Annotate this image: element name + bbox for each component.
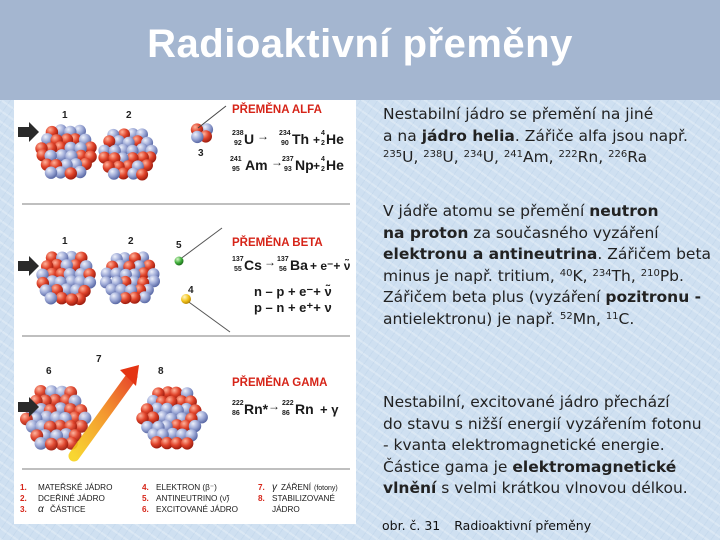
slide-title: Radioaktivní přeměny	[147, 22, 573, 66]
legend-item-4	[142, 483, 217, 492]
heading-beta: PŘEMĚNA BETA	[232, 237, 323, 249]
svg-text:4: 4	[321, 156, 325, 163]
svg-text:86: 86	[232, 410, 240, 417]
svg-text:3.: 3.	[20, 505, 27, 514]
equation-alpha-2	[230, 155, 344, 173]
neutron	[110, 292, 122, 304]
legend-item-5	[142, 494, 230, 503]
text-beta-line1: V jádře atomu se přemění neutron	[383, 202, 659, 220]
svg-text:93: 93	[284, 166, 292, 173]
nucleus-mother-alpha	[35, 124, 97, 179]
figure-caption	[382, 518, 591, 533]
nucleus-stable-gama	[136, 386, 208, 449]
nucleus-mother-beta	[36, 251, 96, 306]
svg-text:ČÁSTICE: ČÁSTICE	[50, 505, 86, 514]
svg-text:STABILIZOVANÉ: STABILIZOVANÉ	[272, 494, 335, 503]
svg-text:γ: γ	[272, 482, 277, 493]
svg-text:MATEŘSKÉ JÁDRO: MATEŘSKÉ JÁDRO	[38, 483, 113, 492]
svg-text:+: +	[313, 159, 321, 173]
label-2: 2	[126, 110, 132, 121]
svg-text:95: 95	[232, 166, 240, 173]
svg-text:Rn: Rn	[295, 401, 314, 417]
svg-text:ELEKTRON (β⁻): ELEKTRON (β⁻)	[156, 483, 217, 492]
text-alpha	[383, 104, 688, 169]
equation-beta-2: n – p + e⁻+ ν̃	[254, 284, 332, 299]
antineutrino-particle	[175, 257, 184, 266]
arrow-beta	[18, 256, 39, 276]
label-3: 3	[198, 148, 204, 159]
svg-text:→: →	[271, 155, 283, 169]
svg-text:90: 90	[281, 140, 289, 147]
text-gama-line3: - kvanta elektromagnetické energie.	[383, 436, 665, 454]
svg-text:+: +	[313, 133, 321, 147]
text-gama-line4: Částice gama je elektromagnetické	[383, 457, 677, 476]
svg-text:DCEŘINÉ JÁDRO: DCEŘINÉ JÁDRO	[38, 494, 105, 503]
text-beta	[383, 201, 711, 330]
caption-ref: obr. č. 31	[382, 518, 441, 533]
svg-text:→: →	[268, 399, 280, 413]
neutron	[45, 292, 57, 304]
svg-text:241: 241	[230, 156, 242, 163]
svg-text:2.: 2.	[20, 494, 27, 503]
svg-text:He: He	[326, 157, 344, 173]
equation-alpha-1	[232, 129, 344, 147]
text-gama-line1: Nestabilní, excitované jádro přechází	[383, 393, 670, 411]
label-4: 4	[188, 285, 194, 296]
svg-text:2: 2	[321, 166, 325, 173]
neutron	[108, 168, 120, 180]
text-alpha-isotopes: $^{235}$U, $^{238}$U, $^{234}$U, $^{241}$Am, $^{222}$Rn, $^{226}$Ra	[383, 148, 648, 166]
svg-text:8.: 8.	[258, 494, 265, 503]
heading-gama: PŘEMĚNA GAMA	[232, 377, 328, 389]
svg-text:ZÁŘENÍ: ZÁŘENÍ	[281, 483, 312, 492]
svg-text:(fotony): (fotony)	[314, 485, 338, 492]
svg-text:5.: 5.	[142, 494, 149, 503]
svg-text:222: 222	[232, 400, 244, 407]
electron-trail	[186, 300, 230, 332]
legend-item-1	[20, 482, 112, 492]
label-8: 8	[158, 366, 164, 377]
text-beta-line5: Zářičem beta plus (vyzáření pozitronu -	[383, 288, 702, 306]
proton	[65, 167, 77, 179]
antineutrino-trail	[179, 228, 222, 260]
title-bar	[0, 0, 720, 100]
svg-text:137: 137	[232, 256, 244, 263]
svg-text:56: 56	[279, 266, 287, 273]
svg-text:234: 234	[279, 130, 291, 137]
nucleus-daughter-beta	[100, 251, 160, 304]
svg-text:6.: 6.	[142, 505, 149, 514]
svg-text:+ γ: + γ	[320, 402, 339, 417]
svg-text:Cs: Cs	[244, 257, 262, 273]
text-beta-line3: elektronu a antineutrina. Zářičem beta	[383, 245, 712, 263]
svg-text:86: 86	[282, 410, 290, 417]
svg-text:Np: Np	[295, 157, 314, 173]
legend-item-7	[258, 482, 338, 493]
label-7: 7	[96, 354, 102, 365]
text-alpha-line1: Nestabilní jádro se přemění na jiné	[383, 105, 654, 123]
svg-text:Ba: Ba	[290, 257, 308, 273]
legend	[20, 482, 338, 515]
svg-text:→: →	[257, 129, 269, 143]
svg-text:4.: 4.	[142, 483, 149, 492]
text-beta-line2: na proton za současného vyzáření	[383, 223, 659, 242]
svg-text:222: 222	[282, 400, 294, 407]
equation-gama-1	[232, 399, 339, 417]
svg-text:U: U	[244, 131, 255, 147]
svg-text:1.: 1.	[20, 483, 27, 492]
proton	[45, 438, 58, 451]
svg-text:α: α	[38, 504, 44, 515]
svg-text:238: 238	[232, 130, 244, 137]
text-gama-line2: do stavu s nižší energií vyzářením fotonu	[383, 414, 702, 433]
decay-figure	[14, 100, 356, 524]
svg-text:He: He	[326, 131, 344, 147]
neutron	[191, 131, 203, 143]
label-1: 1	[62, 110, 68, 121]
legend-item-6	[142, 504, 238, 514]
text-beta-line6: antielektronu) je např. $^{52}$Mn, $^{11}$C.	[383, 309, 635, 328]
arrow-alpha	[18, 122, 39, 142]
svg-text:EXCITOVANÉ JÁDRO: EXCITOVANÉ JÁDRO	[156, 505, 239, 514]
svg-text:JÁDRO: JÁDRO	[272, 505, 300, 514]
legend-item-3	[20, 504, 86, 515]
svg-text:92: 92	[234, 140, 242, 147]
alpha-trail	[198, 106, 226, 128]
equation-beta-1	[232, 255, 351, 273]
text-gama	[383, 392, 702, 500]
label-6: 6	[46, 366, 52, 377]
nucleus-daughter-alpha	[98, 128, 157, 181]
proton	[66, 293, 78, 305]
svg-text:Th: Th	[292, 131, 310, 147]
neutron	[45, 167, 57, 179]
alpha-particle	[191, 123, 213, 143]
legend-item-2	[20, 493, 105, 503]
svg-text:55: 55	[234, 266, 242, 273]
svg-text:2: 2	[321, 140, 325, 147]
svg-text:137: 137	[277, 256, 289, 263]
svg-text:7.: 7.	[258, 483, 265, 492]
svg-text:→: →	[264, 255, 276, 269]
text-alpha-line2: a na jádro helia. Zářiče alfa jsou např.	[383, 126, 688, 145]
proton	[136, 169, 148, 181]
text-beta-line4: minus je např. tritium, $^{40}$K, $^{234}$Th, $^{210}$Pb.	[383, 266, 684, 285]
label-5: 5	[176, 240, 182, 251]
svg-text:+ e⁻+ ν̃: + e⁻+ ν̃	[310, 259, 351, 273]
caption-label: Radioaktivní přeměny	[454, 518, 592, 533]
proton	[181, 437, 193, 449]
svg-text:Am: Am	[245, 157, 268, 173]
svg-text:237: 237	[282, 156, 294, 163]
text-gama-line5: vlnění s velmi krátkou vlnovou délkou.	[383, 479, 688, 497]
svg-text:ANTINEUTRINO (ν̃): ANTINEUTRINO (ν̃)	[156, 494, 230, 503]
label-1: 1	[62, 236, 68, 247]
legend-item-8	[258, 493, 335, 514]
svg-text:Rn*: Rn*	[244, 401, 269, 417]
label-2: 2	[128, 236, 134, 247]
heading-alpha: PŘEMĚNA ALFA	[232, 104, 322, 116]
svg-text:4: 4	[321, 130, 325, 137]
equation-beta-3: p – n + e⁺+ ν	[254, 300, 332, 315]
